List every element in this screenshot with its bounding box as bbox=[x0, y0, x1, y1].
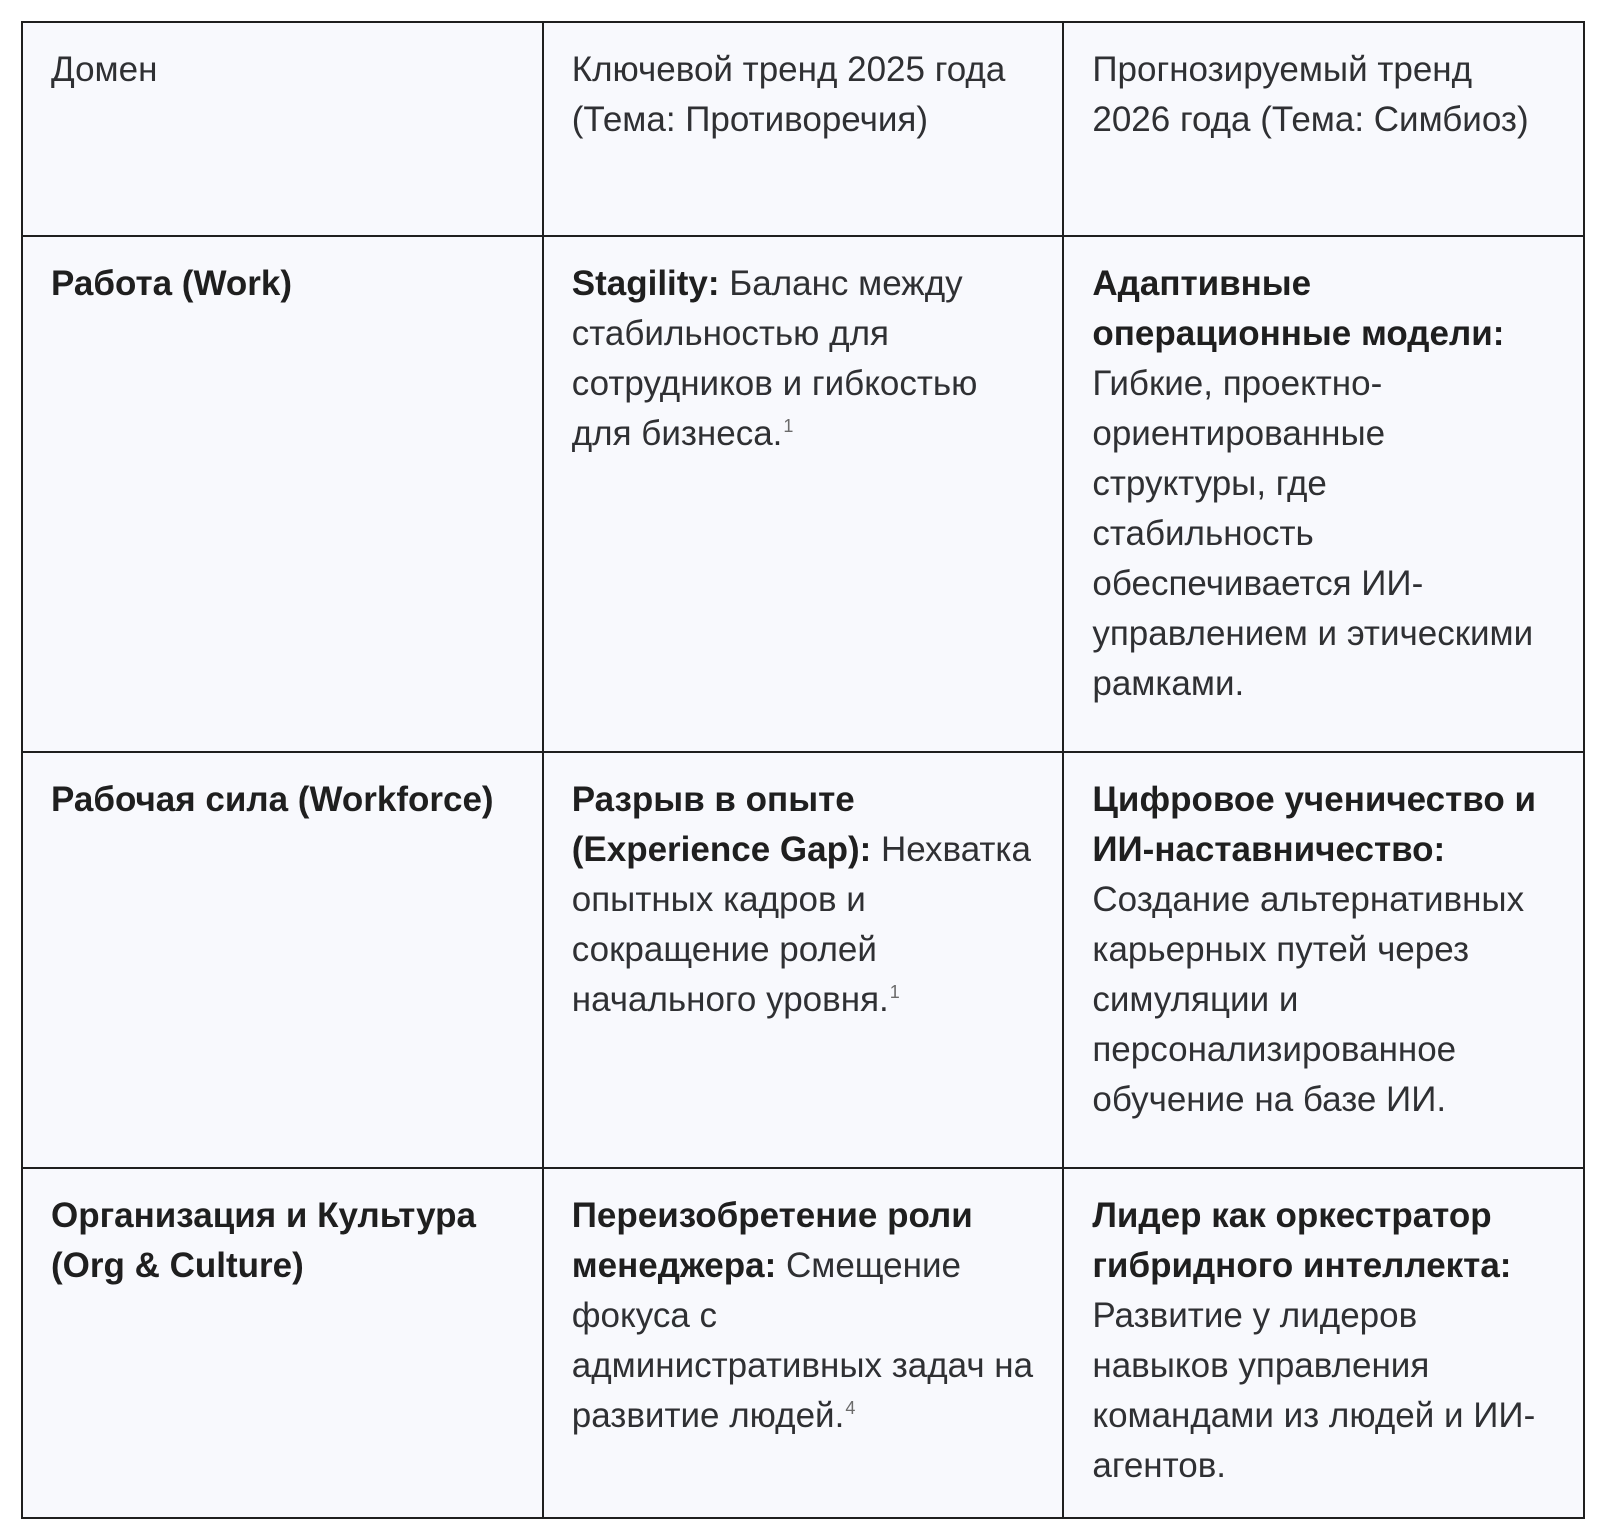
trend-2026-cell bbox=[1063, 1168, 1584, 1518]
footnote-ref[interactable]: 1 bbox=[889, 982, 900, 1003]
domain-cell bbox=[22, 752, 543, 1168]
trend-2026-text: Гибкие, проектно-ориентированные структуры, где стабильность обеспечивается ИИ-управлением и этическими рамками. bbox=[1092, 364, 1534, 703]
trend-2026-title: Адаптивные операционные модели: bbox=[1092, 264, 1505, 353]
footnote-ref[interactable]: 1 bbox=[783, 416, 794, 437]
table-header-row bbox=[22, 22, 1584, 236]
trend-2025-text: Нехватка опытных кадров и сокращение ролей начального уровня. bbox=[571, 830, 1031, 1019]
domain-cell bbox=[22, 236, 543, 752]
domain-label: Работа (Work) bbox=[51, 264, 292, 303]
header-trend-2025: Ключевой тренд 2025 года (Тема: Противоречия) bbox=[543, 22, 1064, 236]
trend-2025-title: Stagility: bbox=[571, 264, 720, 303]
trend-2026-cell bbox=[1063, 236, 1584, 752]
trend-2025-cell bbox=[543, 752, 1064, 1168]
trends-table bbox=[21, 21, 1585, 1519]
trend-2025-cell bbox=[543, 1168, 1064, 1518]
header-trend-2026: Прогнозируемый тренд 2026 года (Тема: Симбиоз) bbox=[1063, 22, 1584, 236]
trend-2026-title: Лидер как оркестратор гибридного интеллекта: bbox=[1092, 1196, 1512, 1285]
table-row bbox=[22, 752, 1584, 1168]
trend-2025-cell bbox=[543, 236, 1064, 752]
trend-2025-text: Смещение фокуса с административных задач на развитие людей. bbox=[571, 1246, 1034, 1435]
trend-2026-text: Развитие у лидеров навыков управления командами из людей и ИИ-агентов. bbox=[1092, 1296, 1536, 1485]
trend-2025-title: Переизобретение роли менеджера: bbox=[571, 1196, 973, 1285]
domain-label: Организация и Культура (Org & Culture) bbox=[51, 1196, 477, 1285]
footnote-ref[interactable]: 4 bbox=[845, 1398, 856, 1419]
trends-table-container bbox=[21, 21, 1585, 1517]
trend-2025-title: Разрыв в опыте (Experience Gap): bbox=[571, 780, 872, 869]
domain-cell bbox=[22, 1168, 543, 1518]
table-row bbox=[22, 1168, 1584, 1518]
trend-2026-title: Цифровое ученичество и ИИ-наставничество: bbox=[1092, 780, 1536, 869]
trend-2026-cell bbox=[1063, 752, 1584, 1168]
table-row bbox=[22, 236, 1584, 752]
domain-label: Рабочая сила (Workforce) bbox=[51, 780, 494, 819]
header-domain: Домен bbox=[22, 22, 543, 236]
trend-2025-text: Баланс между стабильностью для сотрудников и гибкостью для бизнеса. bbox=[571, 264, 978, 453]
trend-2026-text: Создание альтернативных карьерных путей через симуляции и персонализированное обучение на базе ИИ. bbox=[1092, 880, 1525, 1119]
